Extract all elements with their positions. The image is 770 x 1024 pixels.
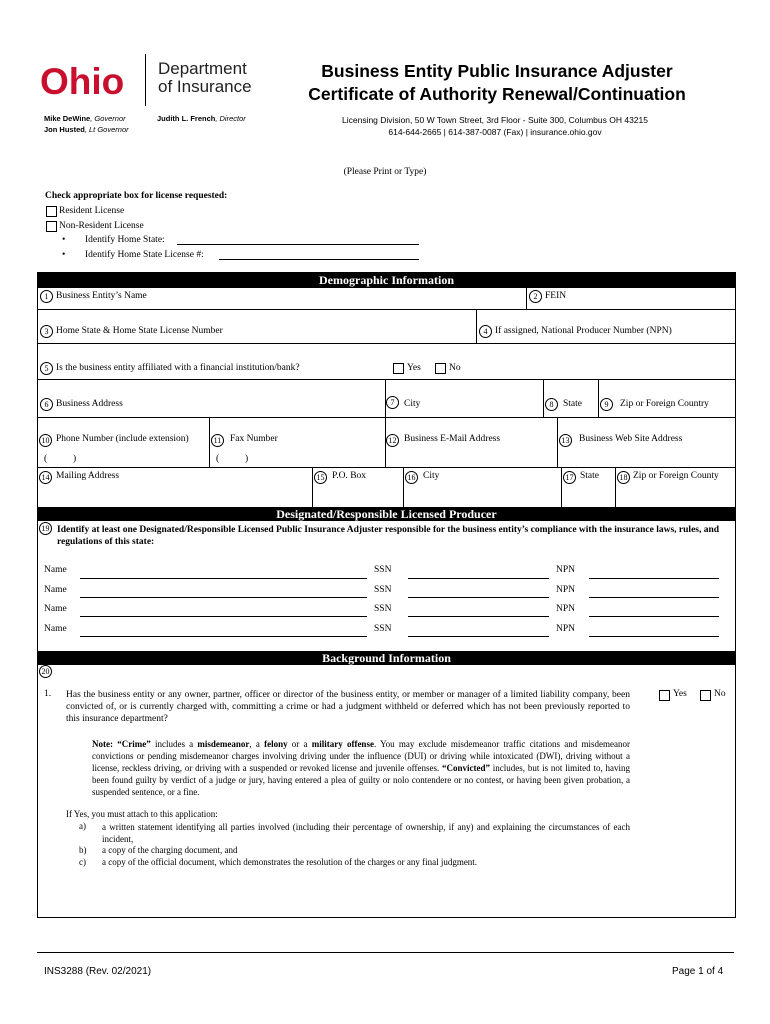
producer-ssn-label: SSN [374, 565, 392, 575]
page-number: Page 1 of 4 [672, 966, 724, 977]
divider [543, 379, 544, 417]
producer-npn-input[interactable] [589, 636, 719, 637]
governor-line [44, 113, 126, 124]
business-name-label: Business Entity’s Name [56, 291, 147, 301]
city-label: City [404, 399, 421, 409]
divider [403, 467, 404, 507]
question-1-text: Has the business entity or any owner, partner, officer or director of the business entity, or member or manager of a limited liability company, been convicted of, or is currently charged with, committing a crime or had a judgment withheld or deferred which has not been previously reported to this insurance department? [66, 690, 630, 724]
row-divider [38, 343, 735, 344]
divider [312, 467, 313, 507]
question-1-no-label: No [714, 689, 726, 699]
field-number: 9 [600, 398, 613, 411]
producer-name-input[interactable] [80, 578, 367, 579]
producer-npn-label: NPN [556, 604, 576, 614]
attach-b-label: b) [79, 845, 87, 855]
field-number: 12 [386, 434, 399, 447]
attach-b-text: a copy of the charging document, and [102, 845, 238, 855]
question-1-no-checkbox[interactable] [700, 690, 711, 701]
logo-divider [145, 54, 146, 106]
contact-address: Licensing Division, 50 W Town Street, 3rd Floor - Suite 300, Columbus OH 43215 [342, 115, 648, 125]
row-divider [38, 309, 735, 310]
financial-affiliation-question: Is the business entity affiliated with a financial institution/bank? [56, 363, 300, 373]
divider [385, 379, 386, 417]
row-divider [38, 467, 735, 468]
note-misdemeanor-term: misdemeanor [197, 739, 250, 749]
question-1-yes-label: Yes [673, 689, 687, 699]
director-name: Judith L. French [157, 114, 216, 123]
director-title: , Director [215, 114, 246, 123]
divider [209, 417, 210, 467]
home-state-license-label: Identify Home State License #: [85, 250, 204, 260]
home-state-license-field-label: Home State & Home State License Number [56, 326, 223, 336]
attach-a-text: a written statement identifying all parties involved (including their percentage of ownership, if any) and explaining the circumstances of each incident, [102, 822, 630, 844]
form-id: INS3288 (Rev. 02/2021) [44, 966, 152, 977]
ohio-logo-word: Ohio [40, 61, 125, 102]
resident-license-label: Resident License [59, 206, 125, 216]
email-label: Business E-Mail Address [404, 434, 501, 444]
footer-rule [37, 952, 734, 953]
divider [526, 288, 527, 309]
home-state-label: Identify Home State: [85, 235, 165, 245]
npn-field-label: If assigned, National Producer Number (NPN) [495, 326, 672, 336]
producer-name-input[interactable] [80, 616, 367, 617]
affiliation-yes-checkbox[interactable] [393, 363, 404, 374]
governor-title: , Governor [90, 114, 126, 123]
designated-heading: Designated/Responsible Licensed Producer [38, 507, 735, 521]
producer-ssn-input[interactable] [408, 578, 549, 579]
license-type-heading: Check appropriate box for license requested: [45, 191, 228, 201]
producer-ssn-input[interactable] [408, 597, 549, 598]
producer-ssn-label: SSN [374, 585, 392, 595]
field-number: 1 [40, 290, 53, 303]
nonresident-license-checkbox[interactable] [46, 221, 57, 232]
field-number: 8 [545, 398, 558, 411]
bullet-icon: • [62, 250, 66, 260]
print-note: (Please Print or Type) [343, 167, 427, 177]
attach-c-label: c) [79, 857, 86, 867]
producer-npn-label: NPN [556, 585, 576, 595]
phone-paren-close: ) [73, 454, 77, 464]
field-number: 18 [617, 471, 630, 484]
mailing-address-label: Mailing Address [56, 471, 120, 481]
phone-paren-open: ( [44, 454, 48, 464]
governor-name: Mike DeWine [44, 114, 91, 123]
state-label: State [563, 399, 582, 409]
home-state-license-input[interactable] [219, 259, 419, 260]
crime-note [92, 738, 630, 798]
background-heading: Background Information [38, 651, 735, 665]
note-military-term: military offense [311, 739, 374, 749]
field-number: 19 [39, 522, 52, 535]
zip-label: Zip or Foreign Country [620, 399, 709, 409]
producer-name-label: Name [44, 624, 67, 634]
producer-name-label: Name [44, 585, 67, 595]
divider [615, 467, 616, 507]
ohio-logo [38, 58, 134, 104]
note-text: includes a [150, 739, 198, 749]
field-number: 7 [386, 396, 399, 409]
home-state-input[interactable] [177, 244, 419, 245]
producer-name-label: Name [44, 565, 67, 575]
bullet-icon: • [62, 235, 66, 245]
fax-paren-close: ) [245, 454, 249, 464]
attach-intro: If Yes, you must attach to this application: [66, 809, 218, 819]
row-divider [38, 417, 735, 418]
producer-npn-input[interactable] [589, 578, 719, 579]
mailing-zip-label: Zip or Foreign County [633, 471, 719, 481]
divider [557, 417, 558, 467]
po-box-label: P.O. Box [332, 471, 367, 481]
attach-c-text: a copy of the official document, which demonstrates the resolution of the charges or any final judgment. [102, 857, 478, 867]
field-number: 6 [40, 398, 53, 411]
note-text: , a [249, 739, 265, 749]
note-felony-term: felony [264, 739, 288, 749]
note-text: includes, but is not limited to, having been found guilty by verdict of a judge or jury, having entered a plea of guilty or nolo contendere or no contest, or having been given probation, a suspended sentence, or a fine. [92, 763, 630, 797]
field-number: 16 [405, 471, 418, 484]
form-title [272, 60, 722, 106]
field-number: 13 [559, 434, 572, 447]
question-number: 1. [44, 689, 52, 699]
affiliation-no-checkbox[interactable] [435, 363, 446, 374]
producer-npn-input[interactable] [589, 616, 719, 617]
divider [598, 379, 599, 417]
producer-npn-input[interactable] [589, 597, 719, 598]
mailing-state-label: State [580, 471, 599, 481]
contact-phones: 614-644-2665 | 614-387-0087 (Fax) | insurance.ohio.gov [388, 127, 602, 137]
fax-paren-open: ( [216, 454, 220, 464]
producer-ssn-label: SSN [374, 604, 392, 614]
field-number: 15 [314, 471, 327, 484]
producer-npn-label: NPN [556, 624, 576, 634]
department-line-2: of Insurance [158, 77, 252, 96]
designated-instruction: Identify at least one Designated/Responsible Licensed Public Insurance Adjuster responsible for the business entity’s compliance with the insurance laws, rules, and regulations of this state: [57, 525, 720, 547]
producer-ssn-input[interactable] [408, 616, 549, 617]
phone-label: Phone Number (include extension) [56, 434, 189, 444]
producer-ssn-label: SSN [374, 624, 392, 634]
field-number: 11 [211, 434, 224, 447]
producer-name-input[interactable] [80, 597, 367, 598]
demographic-heading: Demographic Information [38, 273, 735, 288]
contact-info [290, 114, 700, 138]
producer-ssn-input[interactable] [408, 636, 549, 637]
field-number: 5 [40, 362, 53, 375]
affiliation-yes-label: Yes [407, 363, 421, 373]
department-line-1: Department [158, 59, 247, 78]
lt-governor-name: Jon Husted [44, 125, 85, 134]
lt-governor-title: , Lt Governor [84, 125, 129, 134]
note-crime-term: “Crime” [117, 739, 151, 749]
website-label: Business Web Site Address [579, 434, 683, 444]
note-convicted-term: “Convicted” [442, 763, 490, 773]
fax-label: Fax Number [230, 434, 278, 444]
row-divider [38, 379, 735, 380]
fein-label: FEIN [545, 291, 567, 301]
field-number: 14 [39, 471, 52, 484]
producer-name-label: Name [44, 604, 67, 614]
note-text: or a [287, 739, 312, 749]
question-1-yes-checkbox[interactable] [659, 690, 670, 701]
affiliation-no-label: No [449, 363, 461, 373]
field-number: 20 [39, 665, 52, 678]
note-label: Note: [92, 739, 113, 749]
field-number: 3 [40, 325, 53, 338]
resident-license-checkbox[interactable] [46, 206, 57, 217]
application-form [37, 272, 736, 918]
divider [561, 467, 562, 507]
title-line-1: Business Entity Public Insurance Adjuster [321, 61, 673, 81]
divider [476, 309, 477, 343]
mailing-city-label: City [423, 471, 440, 481]
producer-npn-label: NPN [556, 565, 576, 575]
director-line [157, 113, 246, 124]
field-number: 2 [529, 290, 542, 303]
field-number: 17 [563, 471, 576, 484]
field-number: 4 [479, 325, 492, 338]
attach-a-label: a) [79, 821, 86, 831]
note-text: . You may exclude misdemeanor traffic citations and misdemeanor convictions or pending misdemeanor charges involving driving under the influence (DUI) or driving while intoxicated (DWI), driving without a license, reckless driving, or driving with a suspended or revoked license and juvenile offenses. [92, 739, 630, 773]
producer-name-input[interactable] [80, 636, 367, 637]
nonresident-license-label: Non-Resident License [59, 221, 144, 231]
field-number: 10 [39, 434, 52, 447]
department-name [158, 60, 252, 96]
title-line-2: Certificate of Authority Renewal/Continuation [308, 84, 686, 104]
business-address-label: Business Address [56, 399, 123, 409]
lt-governor-line [44, 124, 129, 135]
